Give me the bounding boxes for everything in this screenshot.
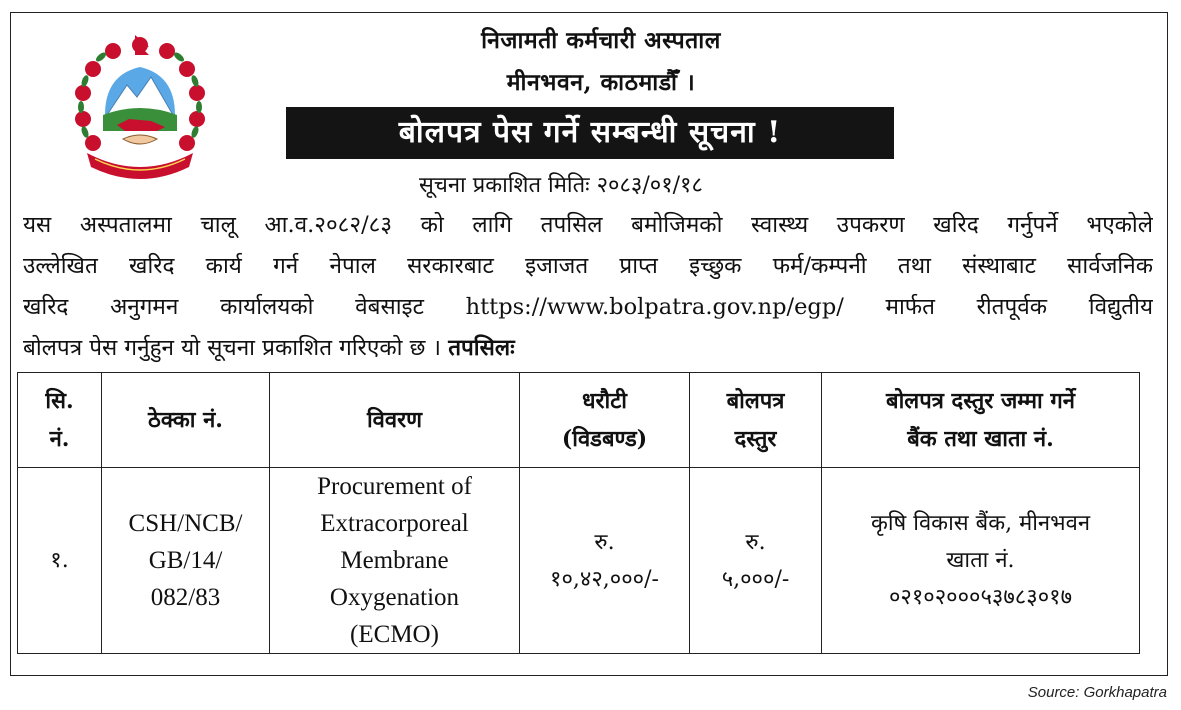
col-header-bank	[822, 373, 1140, 468]
col-header-bid-bond	[520, 373, 690, 468]
source-credit: Source: Gorkhapatra	[1027, 684, 1167, 701]
body-line-4	[23, 328, 1153, 369]
col-header-fee	[690, 373, 822, 468]
cell-fee-2: ५,०००/-	[721, 566, 790, 592]
col-header-bank-1: बोलपत्र दस्तुर जम्मा गर्ने	[886, 388, 1075, 414]
cell-description	[270, 468, 520, 654]
body-line-4-text: बोलपत्र पेस गर्नुहुन यो सूचना प्रकाशित गरिएको छ ।	[23, 335, 442, 361]
col-header-bid-bond-2: (विडबण्ड)	[561, 426, 648, 452]
cell-desc-5: (ECMO)	[350, 621, 439, 648]
notice-body	[23, 205, 1153, 369]
body-line-2: उल्लेखित खरिद कार्य गर्न नेपाल सरकारबाट इजाजत प्राप्त इच्छुक फर्म/कम्पनी तथा संस्थाबाट सार्वजनिक	[23, 253, 1153, 279]
col-header-description: विवरण	[270, 373, 520, 468]
cell-bank-2: खाता नं.	[946, 548, 1015, 573]
col-header-sn-2: नं.	[49, 426, 70, 452]
col-header-fee-2: दस्तुर	[734, 426, 777, 452]
col-header-bid-bond-1: धरौटी	[581, 388, 627, 414]
cell-desc-2: Extracorporeal	[320, 510, 469, 537]
details-label: तपसिलः	[448, 335, 515, 361]
cell-fee	[690, 468, 822, 654]
org-address: मीनभवन, काठमाडौँ ।	[506, 69, 696, 96]
cell-bank-3: ०२१०२०००५३७८३०१७	[888, 585, 1073, 610]
cell-bank-1: कृषि विकास बैंक, मीनभवन	[870, 511, 1091, 536]
col-header-sn	[18, 373, 102, 468]
body-line-3: खरिद अनुगमन कार्यालयको वेबसाइट https://www.bolpatra.gov.np/egp/ मार्फत रीतपूर्वक विद्युतीय	[23, 294, 1153, 320]
table-header-row	[18, 373, 1140, 468]
cell-bid-bond	[520, 468, 690, 654]
cell-bid-bond-2: १०,४२,०००/-	[550, 566, 659, 592]
cell-contract-2: GB/14/	[148, 547, 223, 574]
body-line-1: यस अस्पतालमा चालू आ.व.२०८२/८३ को लागि तपसिल बमोजिमको स्वास्थ्य उपकरण खरिद गर्नुपर्ने भएकोले	[23, 212, 1153, 238]
nepal-emblem-icon	[65, 35, 215, 185]
cell-bid-bond-1: रु.	[594, 529, 615, 555]
cell-fee-1: रु.	[745, 529, 766, 555]
cell-contract-3: 082/83	[150, 584, 221, 611]
cell-sn: १.	[18, 468, 102, 654]
cell-desc-3: Membrane	[340, 547, 449, 574]
cell-bank	[822, 468, 1140, 654]
table-row	[18, 468, 1140, 654]
cell-contract	[102, 468, 270, 654]
notice-title: बोलपत्र पेस गर्ने सम्बन्धी सूचना !	[286, 107, 894, 159]
col-header-sn-1: सि.	[45, 388, 74, 414]
cell-contract-1: CSH/NCB/	[128, 510, 243, 537]
org-name: निजामती कर्मचारी अस्पताल	[481, 27, 721, 54]
tender-table	[17, 372, 1140, 654]
col-header-bank-2: बैंक तथा खाता नं.	[907, 426, 1054, 452]
col-header-fee-1: बोलपत्र	[726, 388, 785, 414]
col-header-contract: ठेक्का नं.	[102, 373, 270, 468]
cell-desc-1: Procurement of	[317, 473, 472, 500]
publication-date: सूचना प्रकाशित मितिः २०८३/०१/१८	[419, 173, 703, 198]
cell-desc-4: Oxygenation	[329, 584, 460, 611]
